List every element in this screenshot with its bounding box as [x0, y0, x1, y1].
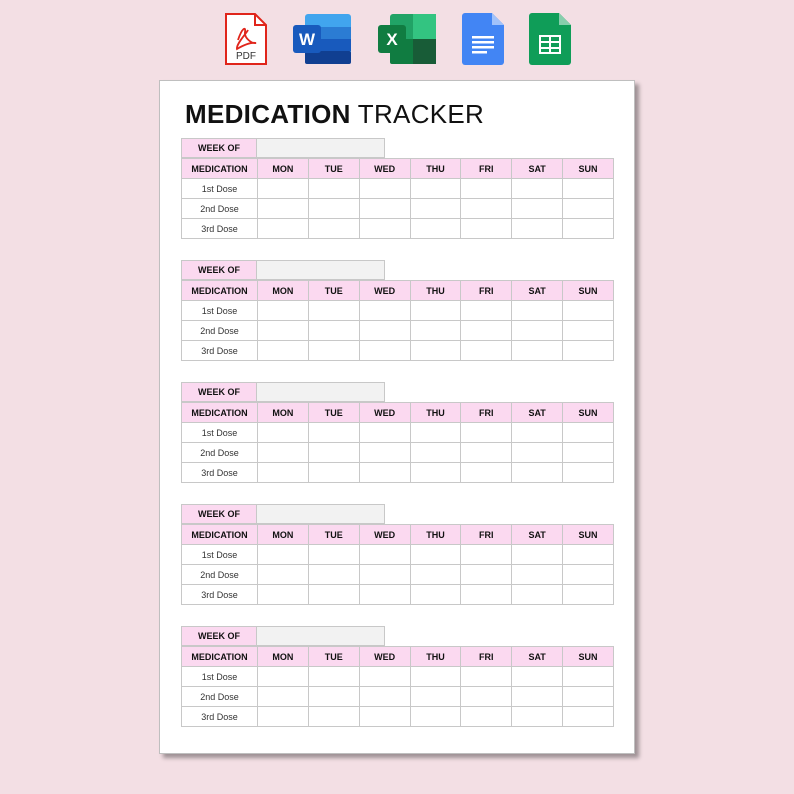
dose-cell-mon[interactable]: [258, 585, 309, 605]
day-header-sat: SAT: [512, 403, 563, 423]
day-header-fri: FRI: [461, 281, 512, 301]
day-header-sat: SAT: [512, 525, 563, 545]
title-bold: MEDICATION: [185, 99, 351, 129]
day-header-wed: WED: [359, 281, 410, 301]
dose-cell-sun[interactable]: [563, 687, 614, 707]
dose-cell-tue[interactable]: [308, 341, 359, 361]
day-header-thu: THU: [410, 647, 461, 667]
dose-cell-sun[interactable]: [563, 219, 614, 239]
dose-cell-wed[interactable]: [359, 463, 410, 483]
medication-grid: [181, 402, 614, 483]
word-icon[interactable]: [293, 12, 337, 66]
day-header-fri: FRI: [461, 159, 512, 179]
dose-label: 1st Dose: [182, 179, 258, 199]
dose-cell-sat[interactable]: [512, 219, 563, 239]
dose-cell-mon[interactable]: [258, 667, 309, 687]
dose-cell-thu[interactable]: [410, 565, 461, 585]
week-of-label: WEEK OF: [181, 504, 257, 524]
dose-cell-sat[interactable]: [512, 341, 563, 361]
dose-cell-thu[interactable]: [410, 707, 461, 727]
dose-cell-mon[interactable]: [258, 423, 309, 443]
dose-cell-tue[interactable]: [308, 565, 359, 585]
dose-row: [182, 565, 614, 585]
dose-cell-mon[interactable]: [258, 565, 309, 585]
header-row: [182, 403, 614, 423]
dose-cell-sun[interactable]: [563, 463, 614, 483]
dose-cell-thu[interactable]: [410, 179, 461, 199]
dose-label: 3rd Dose: [182, 707, 258, 727]
dose-cell-sat[interactable]: [512, 301, 563, 321]
dose-cell-wed[interactable]: [359, 443, 410, 463]
day-header-mon: MON: [258, 159, 309, 179]
day-header-tue: TUE: [308, 647, 359, 667]
week-of-row: [181, 382, 614, 402]
dose-cell-fri[interactable]: [461, 199, 512, 219]
dose-cell-thu[interactable]: [410, 667, 461, 687]
medication-grid: [181, 524, 614, 605]
dose-row: [182, 707, 614, 727]
medication-header: MEDICATION: [182, 403, 258, 423]
day-header-sun: SUN: [563, 525, 614, 545]
dose-cell-sat[interactable]: [512, 545, 563, 565]
day-header-fri: FRI: [461, 403, 512, 423]
week-block: [181, 138, 614, 239]
dose-row: [182, 667, 614, 687]
week-block: [181, 382, 614, 483]
dose-label: 1st Dose: [182, 545, 258, 565]
dose-cell-sat[interactable]: [512, 443, 563, 463]
dose-cell-tue[interactable]: [308, 463, 359, 483]
dose-cell-sat[interactable]: [512, 707, 563, 727]
dose-row: [182, 179, 614, 199]
dose-cell-sat[interactable]: [512, 423, 563, 443]
dose-cell-tue[interactable]: [308, 667, 359, 687]
dose-row: [182, 545, 614, 565]
dose-cell-thu[interactable]: [410, 423, 461, 443]
day-header-mon: MON: [258, 525, 309, 545]
google-sheets-icon[interactable]: [529, 12, 573, 66]
dose-cell-sun[interactable]: [563, 545, 614, 565]
dose-cell-sun[interactable]: [563, 199, 614, 219]
dose-label: 2nd Dose: [182, 687, 258, 707]
dose-cell-mon[interactable]: [258, 301, 309, 321]
dose-cell-sat[interactable]: [512, 667, 563, 687]
dose-row: [182, 321, 614, 341]
header-row: [182, 281, 614, 301]
day-header-thu: THU: [410, 525, 461, 545]
dose-cell-sat[interactable]: [512, 585, 563, 605]
dose-label: 1st Dose: [182, 301, 258, 321]
day-header-tue: TUE: [308, 403, 359, 423]
dose-cell-wed[interactable]: [359, 545, 410, 565]
dose-cell-tue[interactable]: [308, 687, 359, 707]
week-of-label: WEEK OF: [181, 626, 257, 646]
dose-cell-mon[interactable]: [258, 545, 309, 565]
dose-cell-sun[interactable]: [563, 585, 614, 605]
dose-cell-tue[interactable]: [308, 301, 359, 321]
dose-cell-fri[interactable]: [461, 301, 512, 321]
dose-label: 1st Dose: [182, 423, 258, 443]
dose-cell-wed[interactable]: [359, 707, 410, 727]
day-header-mon: MON: [258, 281, 309, 301]
dose-cell-sat[interactable]: [512, 179, 563, 199]
day-header-wed: WED: [359, 647, 410, 667]
header-row: [182, 525, 614, 545]
day-header-sun: SUN: [563, 403, 614, 423]
dose-cell-tue[interactable]: [308, 219, 359, 239]
dose-cell-sat[interactable]: [512, 321, 563, 341]
dose-cell-fri[interactable]: [461, 443, 512, 463]
dose-cell-tue[interactable]: [308, 423, 359, 443]
dose-row: [182, 585, 614, 605]
day-header-wed: WED: [359, 525, 410, 545]
dose-cell-fri[interactable]: [461, 667, 512, 687]
dose-cell-mon[interactable]: [258, 463, 309, 483]
medication-grid: [181, 646, 614, 727]
dose-label: 2nd Dose: [182, 565, 258, 585]
medication-header: MEDICATION: [182, 525, 258, 545]
dose-label: 3rd Dose: [182, 219, 258, 239]
day-header-sat: SAT: [512, 159, 563, 179]
dose-cell-mon[interactable]: [258, 199, 309, 219]
medication-grid: [181, 280, 614, 361]
dose-cell-thu[interactable]: [410, 341, 461, 361]
dose-cell-fri[interactable]: [461, 321, 512, 341]
dose-cell-wed[interactable]: [359, 687, 410, 707]
dose-cell-sun[interactable]: [563, 707, 614, 727]
week-of-label: WEEK OF: [181, 260, 257, 280]
dose-cell-wed[interactable]: [359, 565, 410, 585]
medication-header: MEDICATION: [182, 281, 258, 301]
dose-cell-tue[interactable]: [308, 199, 359, 219]
tracker-sheet: [159, 80, 635, 754]
week-of-field[interactable]: [257, 382, 385, 402]
dose-cell-sat[interactable]: [512, 565, 563, 585]
google-docs-icon[interactable]: [462, 12, 506, 66]
week-of-row: [181, 504, 614, 524]
day-header-tue: TUE: [308, 159, 359, 179]
dose-cell-mon[interactable]: [258, 707, 309, 727]
dose-cell-fri[interactable]: [461, 179, 512, 199]
page-title: [185, 99, 484, 130]
dose-cell-tue[interactable]: [308, 321, 359, 341]
day-header-sun: SUN: [563, 159, 614, 179]
week-of-label: WEEK OF: [181, 138, 257, 158]
dose-cell-sun[interactable]: [563, 565, 614, 585]
day-header-sat: SAT: [512, 647, 563, 667]
dose-row: [182, 687, 614, 707]
dose-cell-thu[interactable]: [410, 219, 461, 239]
dose-cell-tue[interactable]: [308, 585, 359, 605]
medication-header: MEDICATION: [182, 159, 258, 179]
dose-cell-thu[interactable]: [410, 687, 461, 707]
dose-label: 1st Dose: [182, 667, 258, 687]
week-of-row: [181, 138, 614, 158]
day-header-sun: SUN: [563, 647, 614, 667]
pdf-icon-label: PDF: [236, 51, 256, 62]
week-of-row: [181, 260, 614, 280]
dose-cell-fri[interactable]: [461, 565, 512, 585]
dose-cell-tue[interactable]: [308, 545, 359, 565]
week-of-field[interactable]: [257, 260, 385, 280]
dose-label: 3rd Dose: [182, 585, 258, 605]
day-header-thu: THU: [410, 403, 461, 423]
dose-row: [182, 443, 614, 463]
header-row: [182, 647, 614, 667]
format-icons-bar: [0, 12, 794, 68]
day-header-fri: FRI: [461, 525, 512, 545]
dose-cell-fri[interactable]: [461, 707, 512, 727]
dose-label: 3rd Dose: [182, 341, 258, 361]
dose-cell-sun[interactable]: [563, 301, 614, 321]
dose-cell-wed[interactable]: [359, 585, 410, 605]
dose-cell-sun[interactable]: [563, 179, 614, 199]
dose-label: 2nd Dose: [182, 321, 258, 341]
day-header-wed: WED: [359, 159, 410, 179]
dose-cell-sun[interactable]: [563, 423, 614, 443]
dose-cell-sat[interactable]: [512, 463, 563, 483]
dose-cell-wed[interactable]: [359, 179, 410, 199]
dose-cell-thu[interactable]: [410, 585, 461, 605]
dose-cell-tue[interactable]: [308, 179, 359, 199]
day-header-thu: THU: [410, 281, 461, 301]
week-block: [181, 260, 614, 361]
day-header-thu: THU: [410, 159, 461, 179]
excel-icon[interactable]: [378, 12, 422, 66]
dose-cell-sun[interactable]: [563, 667, 614, 687]
dose-cell-wed[interactable]: [359, 199, 410, 219]
dose-cell-fri[interactable]: [461, 545, 512, 565]
medication-header: MEDICATION: [182, 647, 258, 667]
dose-row: [182, 301, 614, 321]
dose-cell-sun[interactable]: [563, 341, 614, 361]
day-header-tue: TUE: [308, 281, 359, 301]
excel-icon-label: X: [386, 30, 398, 49]
dose-cell-wed[interactable]: [359, 667, 410, 687]
dose-row: [182, 219, 614, 239]
dose-cell-fri[interactable]: [461, 423, 512, 443]
dose-cell-fri[interactable]: [461, 463, 512, 483]
day-header-tue: TUE: [308, 525, 359, 545]
dose-cell-fri[interactable]: [461, 585, 512, 605]
dose-cell-sun[interactable]: [563, 443, 614, 463]
dose-label: 2nd Dose: [182, 443, 258, 463]
dose-cell-sat[interactable]: [512, 687, 563, 707]
week-block: [181, 626, 614, 727]
dose-cell-wed[interactable]: [359, 301, 410, 321]
dose-cell-tue[interactable]: [308, 443, 359, 463]
dose-cell-thu[interactable]: [410, 443, 461, 463]
dose-cell-mon[interactable]: [258, 341, 309, 361]
day-header-mon: MON: [258, 403, 309, 423]
day-header-mon: MON: [258, 647, 309, 667]
week-of-field[interactable]: [257, 504, 385, 524]
dose-cell-mon[interactable]: [258, 219, 309, 239]
dose-cell-thu[interactable]: [410, 301, 461, 321]
dose-cell-fri[interactable]: [461, 687, 512, 707]
dose-cell-thu[interactable]: [410, 321, 461, 341]
dose-cell-wed[interactable]: [359, 321, 410, 341]
dose-row: [182, 341, 614, 361]
dose-cell-thu[interactable]: [410, 545, 461, 565]
dose-cell-mon[interactable]: [258, 321, 309, 341]
header-row: [182, 159, 614, 179]
dose-cell-thu[interactable]: [410, 199, 461, 219]
day-header-wed: WED: [359, 403, 410, 423]
dose-row: [182, 423, 614, 443]
week-of-field[interactable]: [257, 626, 385, 646]
day-header-sun: SUN: [563, 281, 614, 301]
dose-cell-sat[interactable]: [512, 199, 563, 219]
week-of-row: [181, 626, 614, 646]
dose-cell-wed[interactable]: [359, 423, 410, 443]
pdf-icon[interactable]: [224, 12, 268, 66]
dose-cell-fri[interactable]: [461, 341, 512, 361]
dose-cell-thu[interactable]: [410, 463, 461, 483]
week-of-field[interactable]: [257, 138, 385, 158]
word-icon-label: W: [298, 30, 316, 49]
title-light: TRACKER: [357, 99, 485, 129]
dose-cell-mon[interactable]: [258, 687, 309, 707]
dose-cell-mon[interactable]: [258, 443, 309, 463]
dose-label: 2nd Dose: [182, 199, 258, 219]
medication-grid: [181, 158, 614, 239]
dose-cell-sun[interactable]: [563, 321, 614, 341]
week-block: [181, 504, 614, 605]
dose-cell-wed[interactable]: [359, 341, 410, 361]
dose-row: [182, 463, 614, 483]
dose-cell-wed[interactable]: [359, 219, 410, 239]
dose-cell-mon[interactable]: [258, 179, 309, 199]
dose-row: [182, 199, 614, 219]
dose-cell-tue[interactable]: [308, 707, 359, 727]
week-of-label: WEEK OF: [181, 382, 257, 402]
day-header-fri: FRI: [461, 647, 512, 667]
dose-label: 3rd Dose: [182, 463, 258, 483]
dose-cell-fri[interactable]: [461, 219, 512, 239]
day-header-sat: SAT: [512, 281, 563, 301]
